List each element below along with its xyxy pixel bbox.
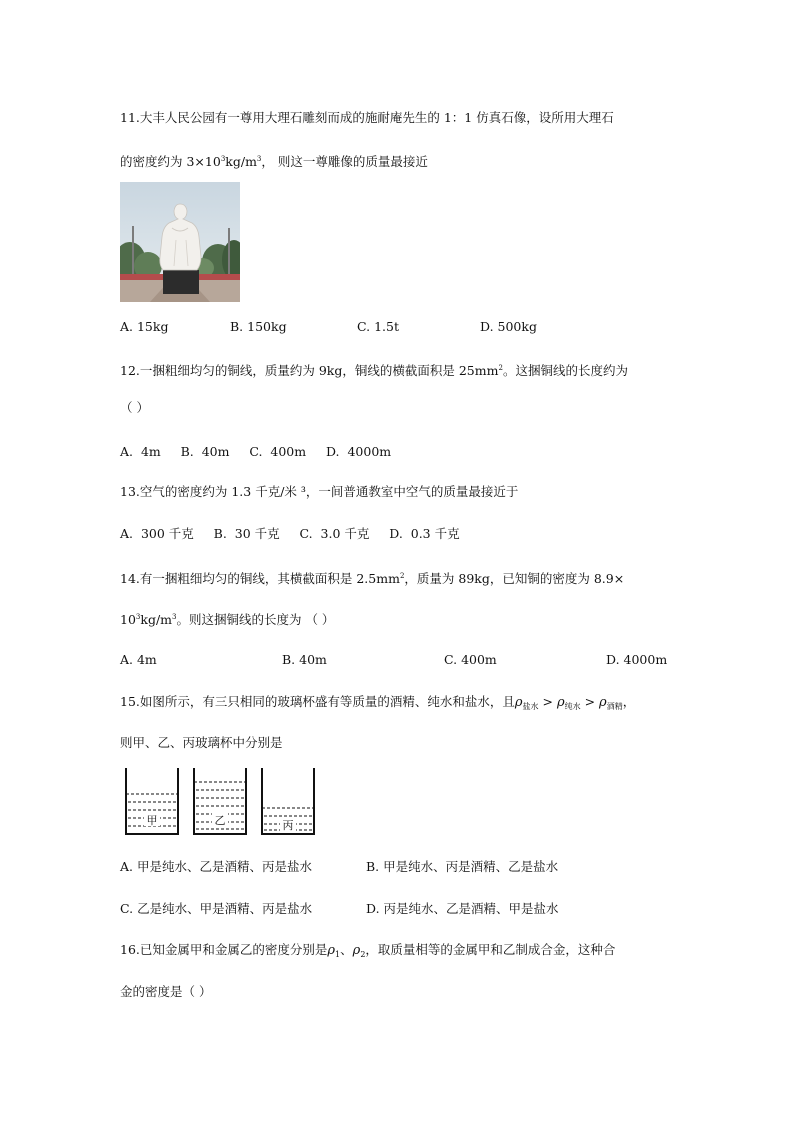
q11-stem-line2: 的密度约为 $3\times 10^3kg/m^3$， 则这一尊雕像的质量最接近 xyxy=(120,154,428,169)
q11-option-a[interactable]: A. 15kg xyxy=(120,319,169,334)
q11-stem-line1: 11.大丰人民公园有一尊用大理石雕刻而成的施耐庵先生的 1：1 仿真石像，设所用大理石 xyxy=(120,110,614,125)
q13-options[interactable]: A. 300 千克 B. 30 千克 C. 3.0 千克 D. 0.3 千克 xyxy=(120,526,460,541)
q11-option-b[interactable]: B. 150kg xyxy=(230,319,287,334)
statue-photo xyxy=(120,182,240,302)
three-beakers-figure xyxy=(124,766,316,838)
q14-option-c[interactable]: C. 400m xyxy=(444,652,497,667)
q15-stem-line2: 则甲、乙、丙玻璃杯中分别是 xyxy=(120,735,283,750)
q16-stem-line2: 金的密度是（ ） xyxy=(120,984,212,999)
q16-stem-line1: 16.已知金属甲和金属乙的密度分别是$\rho_1$、$\rho_2$，取质量相等的金属甲和乙制成合金，这种合 xyxy=(120,942,616,959)
q15-option-a[interactable]: A. 甲是纯水、乙是酒精、丙是盐水 xyxy=(120,859,312,874)
cup-label-jia: 甲 xyxy=(146,814,158,827)
q11-option-c[interactable]: C. 1.5t xyxy=(357,319,399,334)
q15-option-c[interactable]: C. 乙是纯水、甲是酒精、丙是盐水 xyxy=(120,901,313,916)
q15-option-d[interactable]: D. 丙是纯水、乙是酒精、甲是盐水 xyxy=(366,901,559,916)
q12-options[interactable]: A. 4m B. 40m C. 400m D. 4000m xyxy=(120,444,392,459)
q15-stem-line1: 15.如图所示，有三只相同的玻璃杯盛有等质量的酒精、纯水和盐水，且$\rho_{盐水} > \rho_{纯水} > \rho_{酒精}$， xyxy=(120,694,636,711)
cup-label-yi: 乙 xyxy=(214,814,226,827)
q14-option-d[interactable]: D. 4000m xyxy=(606,652,668,667)
q12-stem-line2: （ ） xyxy=(120,400,149,415)
cup-label-bing: 丙 xyxy=(282,819,294,832)
q11-option-d[interactable]: D. 500kg xyxy=(480,319,537,334)
q14-option-a[interactable]: A. 4m xyxy=(120,652,157,667)
q14-stem-line2: $10^3kg/m^3$。则这捆铜线的长度为 （ ） xyxy=(120,612,335,627)
q14-option-b[interactable]: B. 40m xyxy=(282,652,327,667)
q15-option-b[interactable]: B. 甲是纯水、丙是酒精、乙是盐水 xyxy=(366,859,559,874)
q12-stem-line1: 12.一捆粗细均匀的铜线，质量约为 9kg，铜线的横截面积是 $25mm^2$。这捆铜线的长度约为 xyxy=(120,363,628,378)
q13-stem: 13.空气的密度约为 1.3 千克/米 ³，一间普通教室中空气的质量最接近于 xyxy=(120,484,519,499)
q14-stem-line1: 14.有一捆粗细均匀的铜线，其横截面积是 $2.5mm^2$，质量为 89kg，已知铜的密度为 8.9× xyxy=(120,571,625,586)
